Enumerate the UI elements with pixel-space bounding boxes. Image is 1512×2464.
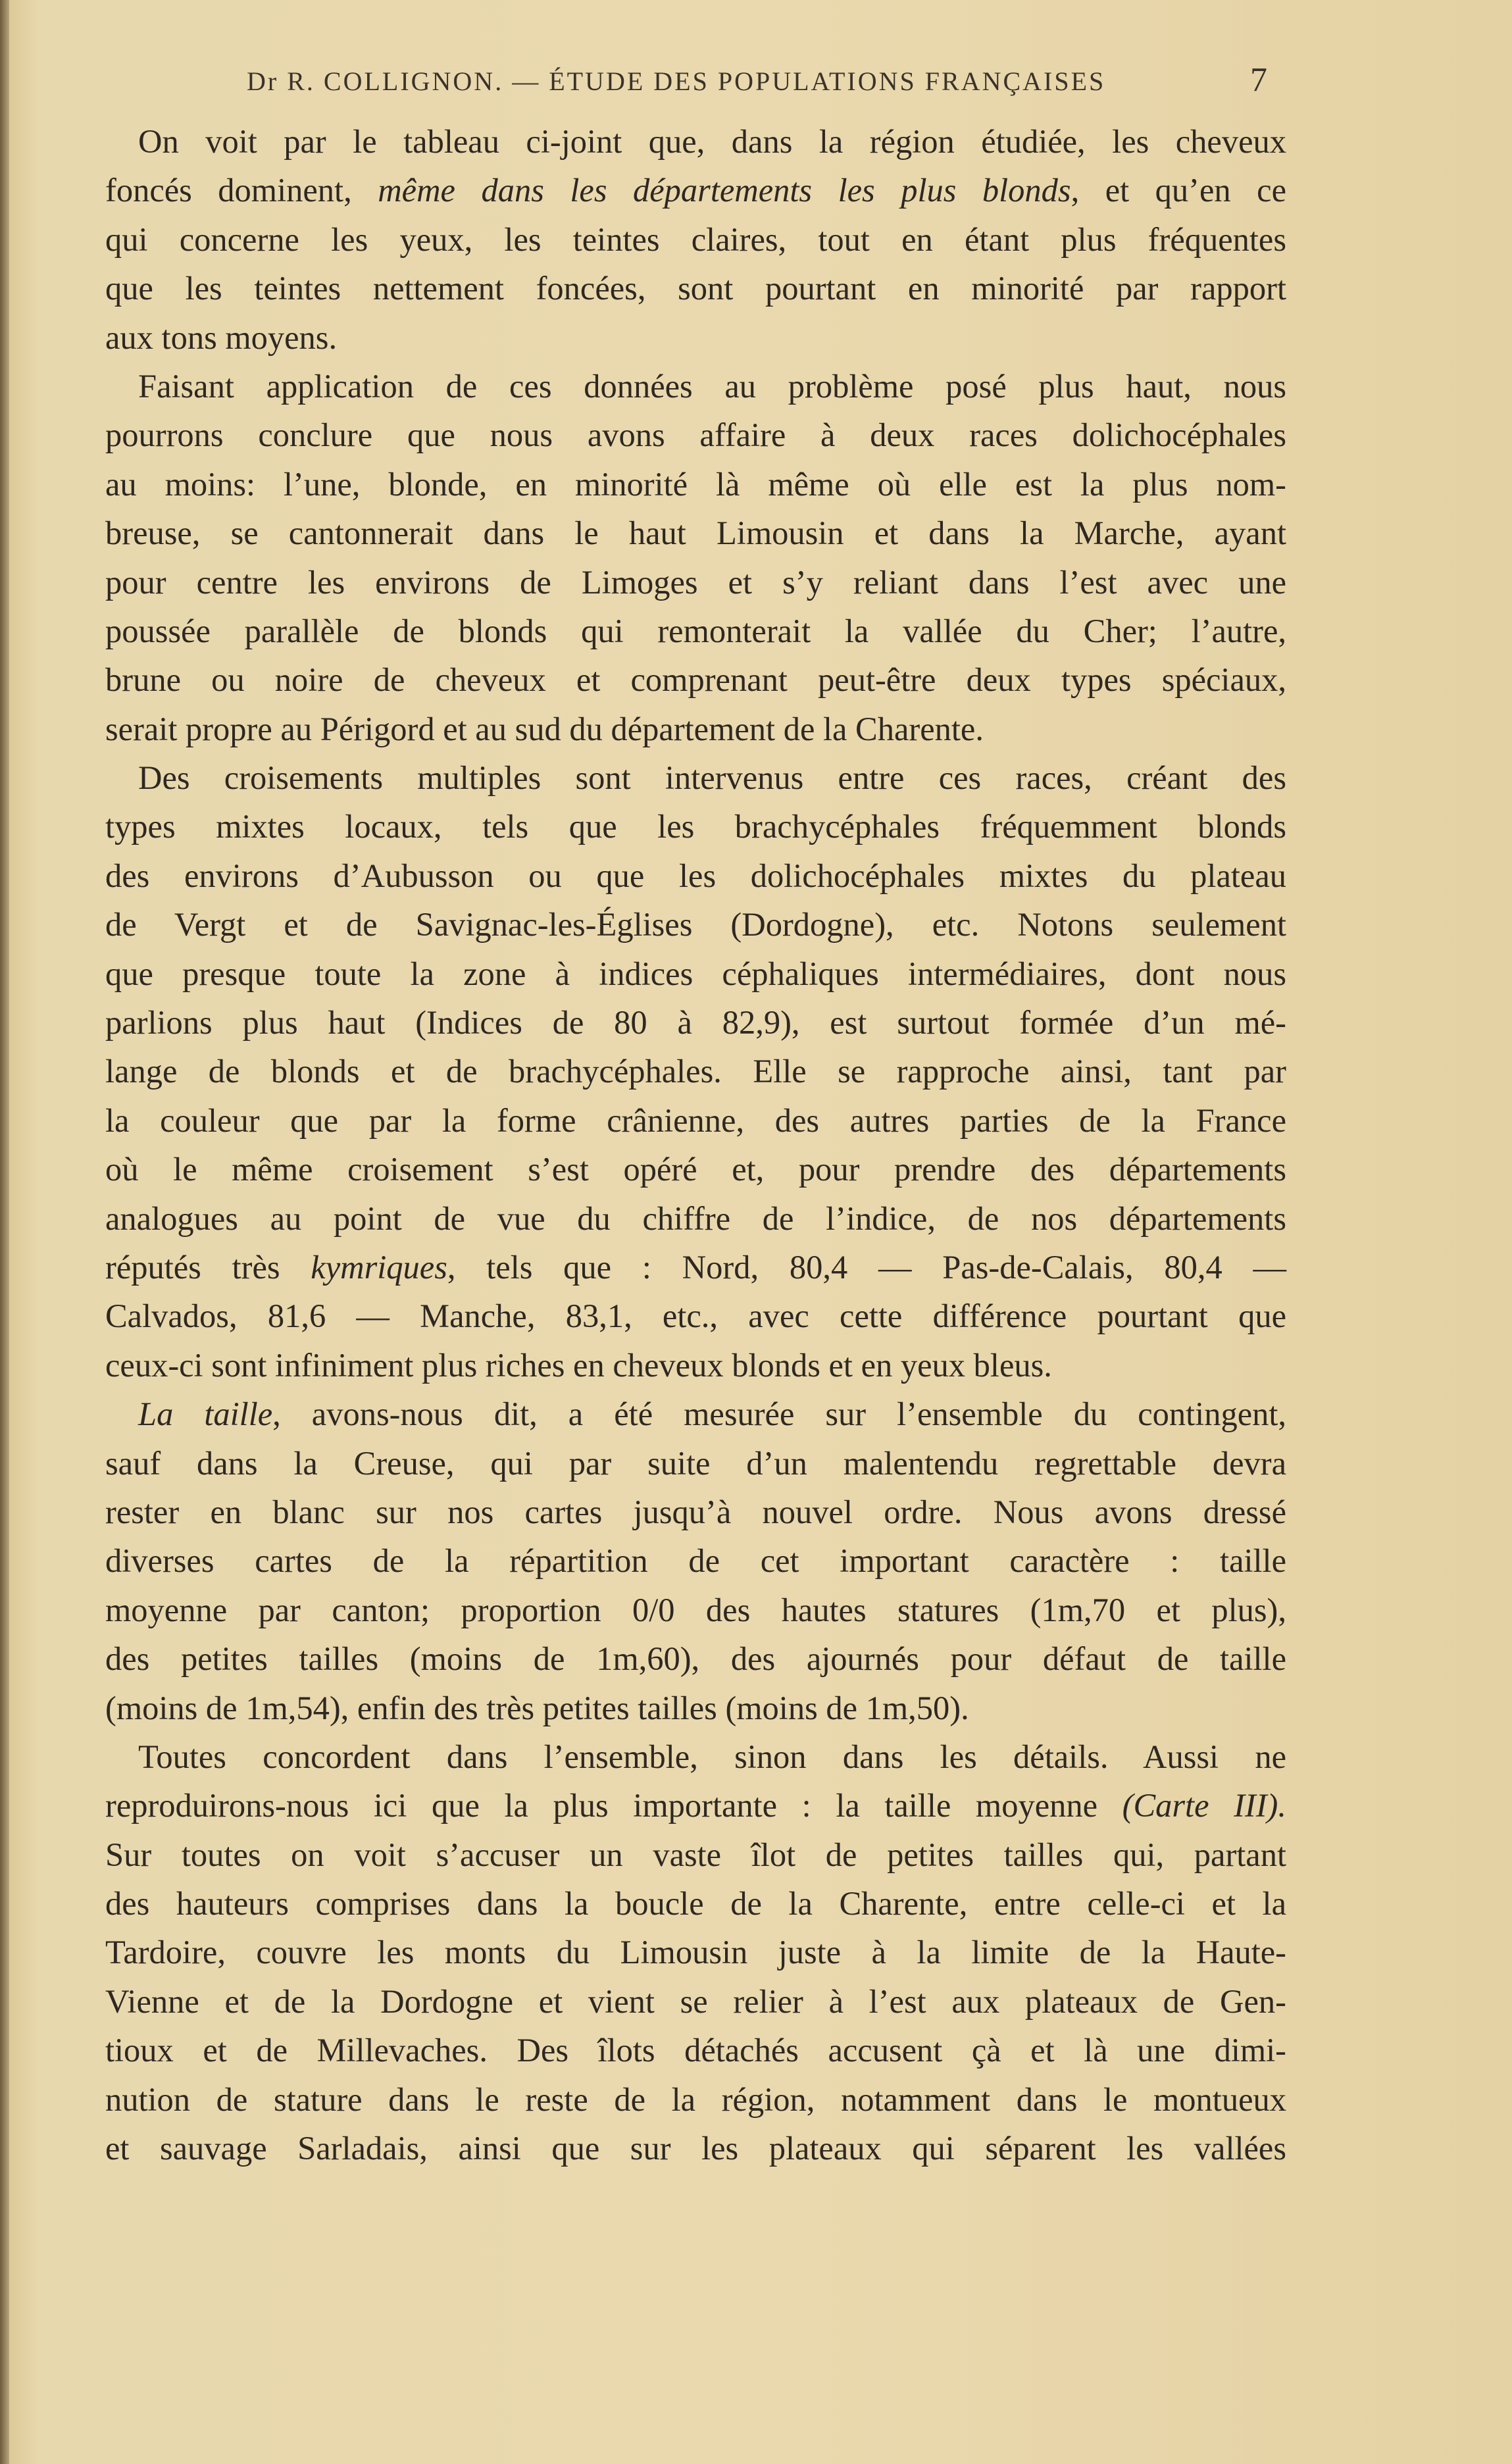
italic-phrase: même dans les départements les plus blonds	[378, 172, 1071, 209]
italic-phrase: kymriques	[311, 1248, 447, 1286]
text-line: et sauvage Sarladais, ainsi que sur les plateaux qui séparent les vallées	[105, 2130, 1286, 2167]
text-line: au moins: l’une, blonde, en minorité là même où elle est la plus nom-	[105, 465, 1286, 503]
text-line: reproduirons-nous ici que la plus importante : la taille moyenne (Carte III).	[105, 1787, 1286, 1824]
text-line: serait propre au Périgord et au sud du département de la Charente.	[105, 710, 984, 747]
running-header	[105, 61, 1290, 107]
text-line: que presque toute la zone à indices céphaliques intermédiaires, dont nous	[105, 955, 1286, 992]
text-line: breuse, se cantonnerait dans le haut Limousin et dans la Marche, ayant	[105, 515, 1286, 552]
text-line: que les teintes nettement foncées, sont pourtant en minorité par rapport	[105, 270, 1286, 307]
text-line: Calvados, 81,6 — Manche, 83,1, etc., avec cette différence pourtant que	[105, 1297, 1286, 1335]
text-line: La taille, avons-nous dit, a été mesurée sur l’ensemble du contingent,	[138, 1395, 1287, 1433]
text-line: poussée parallèle de blonds qui remonterait la vallée du Cher; l’autre,	[105, 612, 1286, 649]
text-line: moyenne par canton; proportion 0/0 des hautes statures (1m,70 et plus),	[105, 1591, 1286, 1628]
text-line: (moins de 1m,54), enfin des très petites tailles (moins de 1m,50).	[105, 1689, 969, 1726]
text-line: foncés dominent, même dans les départements les plus blonds, et qu’en ce	[105, 172, 1286, 209]
text-line: brune ou noire de cheveux et comprenant peut-être deux types spéciaux,	[105, 661, 1286, 699]
book-spine-shadow	[0, 0, 9, 2464]
body-text	[105, 117, 1286, 2173]
text-line: aux tons moyens.	[105, 318, 338, 356]
text-line: On voit par le tableau ci-joint que, dans la région étudiée, les cheveux	[138, 123, 1286, 160]
text-line: où le même croisement s’est opéré et, pour prendre des départements	[105, 1151, 1286, 1188]
text-line: types mixtes locaux, tels que les brachycéphales fréquemment blonds	[105, 808, 1286, 845]
text-line: pourrons conclure que nous avons affaire à deux races dolichocéphales	[105, 416, 1286, 454]
text-line: tioux et de Millevaches. Des îlots détachés accusent çà et là une dimi-	[105, 2032, 1286, 2069]
text-line: Sur toutes on voit s’accuser un vaste îlot de petites tailles qui, partant	[105, 1836, 1286, 1873]
italic-phrase: La taille	[138, 1395, 273, 1433]
text-line: Faisant application de ces données au problème posé plus haut, nous	[138, 367, 1286, 405]
text-line: diverses cartes de la répartition de cet important caractère : taille	[105, 1542, 1286, 1580]
text-line: Tardoire, couvre les monts du Limousin juste à la limite de la Haute-	[105, 1934, 1286, 1971]
text-line: réputés très kymriques, tels que : Nord, 80,4 — Pas-de-Calais, 80,4 —	[105, 1248, 1286, 1286]
text-line: Toutes concordent dans l’ensemble, sinon dans les détails. Aussi ne	[138, 1738, 1286, 1775]
page-number: 7	[1250, 61, 1267, 99]
text-line: nution de stature dans le reste de la région, notamment dans le montueux	[105, 2080, 1286, 2118]
text-line: ceux-ci sont infiniment plus riches en cheveux blonds et en yeux bleus.	[105, 1346, 1052, 1384]
text-line: la couleur que par la forme crânienne, des autres parties de la France	[105, 1101, 1286, 1139]
text-line: Des croisements multiples sont intervenus entre ces races, créant des	[138, 759, 1286, 797]
italic-phrase: (Carte III).	[1122, 1787, 1286, 1824]
text-line: analogues au point de vue du chiffre de l’indice, de nos départements	[105, 1199, 1286, 1237]
text-line: des hauteurs comprises dans la boucle de la Charente, entre celle-ci et la	[105, 1885, 1286, 1923]
text-line: pour centre les environs de Limoges et s’y reliant dans l’est avec une	[105, 563, 1286, 601]
text-line: sauf dans la Creuse, qui par suite d’un malentendu regrettable devra	[105, 1444, 1286, 1482]
text-line: lange de blonds et de brachycéphales. Elle se rapproche ainsi, tant par	[105, 1053, 1286, 1090]
text-line: qui concerne les yeux, les teintes claires, tout en étant plus fréquentes	[105, 220, 1286, 258]
text-line: des environs d’Aubusson ou que les dolichocéphales mixtes du plateau	[105, 857, 1286, 894]
text-line: des petites tailles (moins de 1m,60), des ajournés pour défaut de taille	[105, 1640, 1286, 1678]
text-line: rester en blanc sur nos cartes jusqu’à nouvel ordre. Nous avons dressé	[105, 1493, 1286, 1530]
text-line: parlions plus haut (Indices de 80 à 82,9), est surtout formée d’un mé-	[105, 1004, 1286, 1042]
text-line: Vienne et de la Dordogne et vient se relier à l’est aux plateaux de Gen-	[105, 1982, 1286, 2020]
running-title: Dr R. COLLIGNON. — ÉTUDE DES POPULATIONS FRANÇAISES	[247, 66, 1106, 96]
text-line: de Vergt et de Savignac-les-Églises (Dordogne), etc. Notons seulement	[105, 906, 1286, 943]
